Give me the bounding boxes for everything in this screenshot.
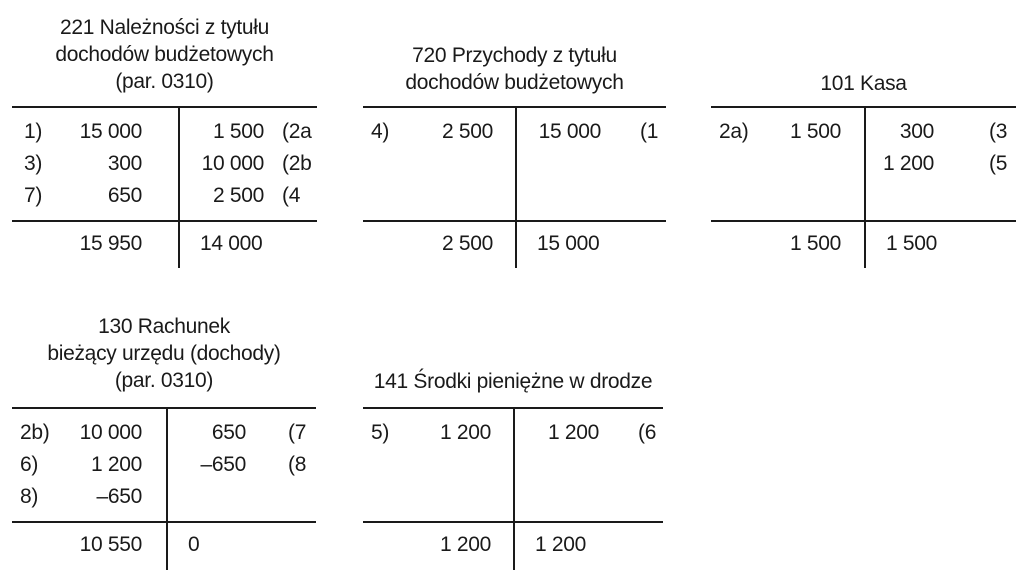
debit-ref: 1): [24, 120, 43, 143]
total-debit: 15 950: [79, 232, 142, 255]
credit-ref: (2b: [282, 152, 312, 175]
account-title: [363, 368, 663, 395]
credit-amount: –650: [200, 453, 246, 476]
total-debit: 10 550: [79, 533, 142, 556]
debit-amount: 10 000: [79, 421, 142, 444]
account-title-line: (par. 0310): [115, 70, 214, 93]
debit-amount: 650: [107, 184, 142, 207]
credit-ref: (4: [282, 184, 301, 207]
account-title-line: dochodów budżetowych: [405, 71, 624, 94]
credit-ref: (5: [989, 152, 1008, 175]
account-title-line: bieżący urzędu (dochody): [47, 342, 281, 365]
debit-amount: –650: [96, 485, 142, 508]
debit-ref: 4): [371, 120, 390, 143]
total-debit: 1 200: [439, 533, 491, 556]
account-total-line: [711, 220, 1016, 222]
account-total-line: [12, 521, 316, 523]
credit-amount: 1 200: [882, 152, 934, 175]
credit-ref: (8: [288, 453, 307, 476]
credit-amount: 300: [899, 120, 934, 143]
debit-amount: 1 200: [439, 421, 491, 444]
total-credit: 15 000: [537, 232, 600, 255]
debit-amount: 1 500: [789, 120, 841, 143]
account-title-line: dochodów budżetowych: [55, 43, 274, 66]
debit-ref: 6): [20, 453, 39, 476]
credit-amount: 10 000: [201, 152, 264, 175]
total-credit: 1 200: [535, 533, 587, 556]
debit-amount: 300: [107, 152, 142, 175]
credit-amount: 2 500: [212, 184, 264, 207]
account-title-line: 720 Przychody z tytułu: [412, 44, 617, 67]
debit-amount: 2 500: [441, 120, 493, 143]
total-debit: 2 500: [441, 232, 493, 255]
credit-ref: (6: [638, 421, 657, 444]
account-4: [12, 0, 316, 581]
credit-ref: (1: [640, 120, 659, 143]
account-title-line: (par. 0310): [114, 369, 214, 392]
debit-ref: 3): [24, 152, 43, 175]
account-title-line: 130 Rachunek: [98, 315, 230, 338]
account-title-line: 221 Należności z tytułu: [59, 16, 270, 39]
account-5: [363, 0, 663, 581]
debit-ref: 8): [20, 485, 39, 508]
debit-ref: 2b): [20, 421, 50, 444]
total-credit: 0: [188, 533, 200, 556]
total-debit: 1 500: [789, 232, 841, 255]
credit-amount: 1 200: [547, 421, 599, 444]
account-top-line: [12, 407, 316, 409]
credit-amount: 15 000: [538, 120, 601, 143]
account-title: [12, 313, 316, 394]
account-total-line: [363, 521, 663, 523]
credit-amount: 1 500: [212, 120, 264, 143]
debit-amount: 1 200: [90, 453, 142, 476]
debit-ref: 2a): [719, 120, 749, 143]
account-title-line: 101 Kasa: [820, 72, 907, 95]
total-credit: 14 000: [200, 232, 263, 255]
total-credit: 1 500: [886, 232, 938, 255]
credit-ref: (7: [288, 421, 307, 444]
account-3: [711, 0, 1016, 581]
credit-ref: (3: [989, 120, 1008, 143]
credit-amount: 650: [211, 421, 246, 444]
account-title: [711, 70, 1016, 97]
credit-ref: (2a: [282, 120, 312, 143]
account-title-line: 141 Środki pieniężne w drodze: [373, 370, 653, 393]
debit-amount: 15 000: [79, 120, 142, 143]
debit-ref: 7): [24, 184, 43, 207]
debit-ref: 5): [371, 421, 390, 444]
